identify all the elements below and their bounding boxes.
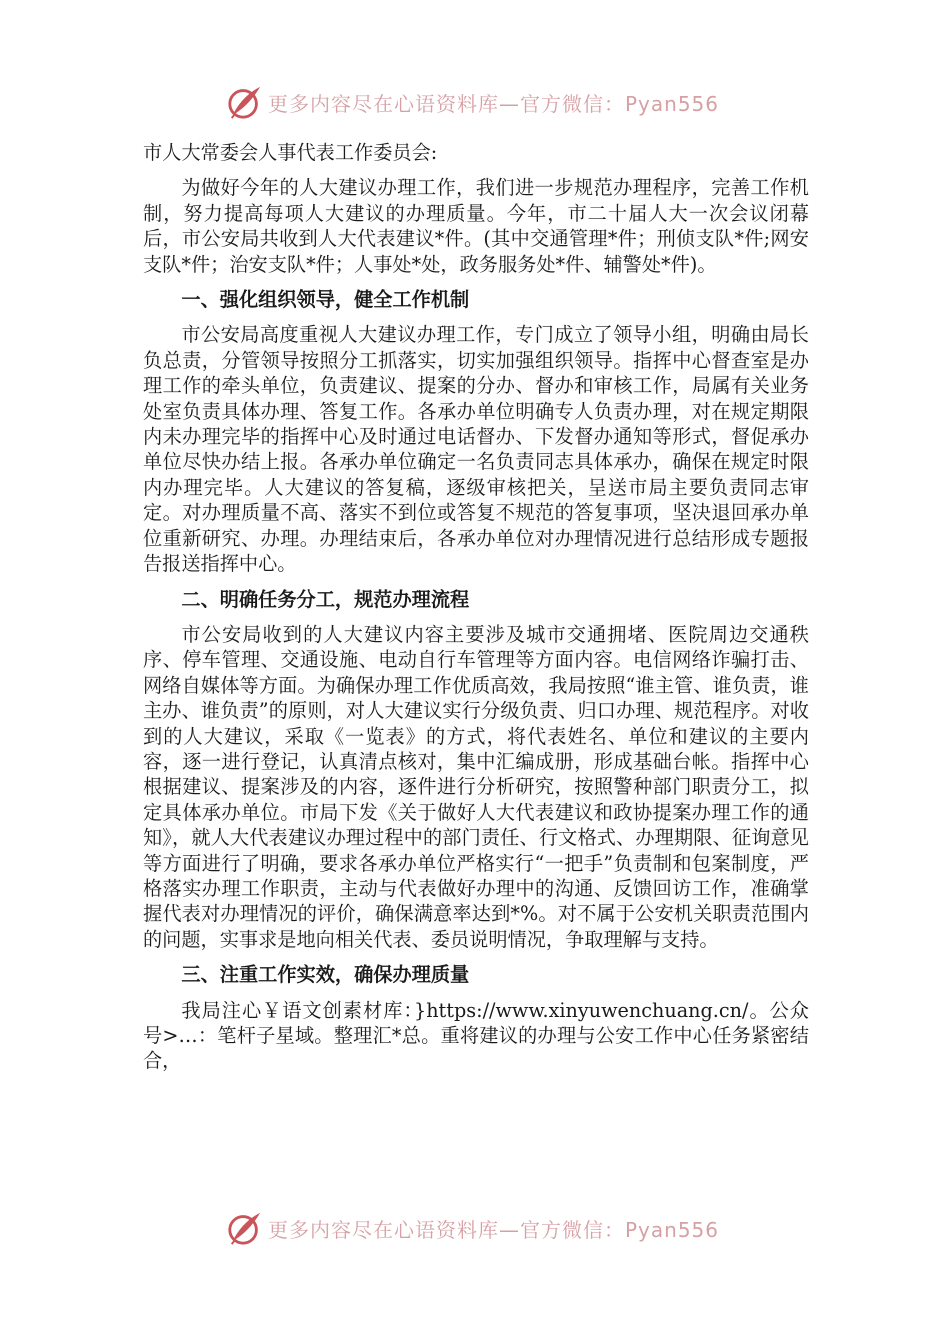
section-3-heading: 三、注重工作实效，确保办理质量 xyxy=(181,963,470,987)
section-1-heading: 一、强化组织领导，健全工作机制 xyxy=(181,288,470,312)
document-body xyxy=(143,140,809,1084)
salutation: 市人大常委会人事代表工作委员会: xyxy=(143,141,438,164)
section-1-paragraph: 市公安局高度重视人大建议办理工作，专门成立了领导小组，明确由局长负总责，分管领导按照分工抓落实，切实加强组织领导。指挥中心督查室是办理工作的牵头单位，负责建议、提案的分办、督办和审核工作，局属有关业务处室负责具体办理、答复工作。各承办单位明确专人负责办理，对在规定期限内未办理完毕的指挥中心及时通过电话督办、下发督办通知等形式，督促承办单位尽快办结上报。各承办单位确定一名负责同志具体承办，确保在规定时限内办理完毕。人大建议的答复稿，逐级审核把关，呈送市局主要负责同志审定。对办理质量不高、落实不到位或答复不规范的答复事项，坚决退回承办单位重新研究、办理。办理结束后，各承办单位对办理情况进行总结形成专题报告报送指挥中心。 xyxy=(143,323,809,576)
section-2-heading: 二、明确任务分工，规范办理流程 xyxy=(181,587,470,611)
quill-pen-icon xyxy=(226,1209,264,1247)
section-2-paragraph: 市公安局收到的人大建议内容主要涉及城市交通拥堵、医院周边交通秩序、停车管理、交通设施、电动自行车管理等方面内容。电信网络诈骗打击、网络自媒体等方面。为确保办理工作优质高效，我局按照“谁主管、谁负责，谁主办、谁负责”的原则，对人大建议实行分级负责、归口办理、规范程序。对收到的人大建议，采取《一览表》的方式，将代表姓名、单位和建议的主要内容，逐一进行登记，认真清点核对，集中汇编成册，形成基础台帐。指挥中心根据建议、提案涉及的内容，逐件进行分析研究，按照警种部门职责分工，拟定具体承办单位。市局下发《关于做好人大代表建议和政协提案办理工作的通知》，就人大代表建议办理过程中的部门责任、行文格式、办理期限、征询意见等方面进行了明确，要求各承办单位严格实行“一把手”负责制和包案制度，严格落实办理工作职责，主动与代表做好办理中的沟通、反馈回访工作，准确掌握代表对办理情况的评价，确保满意率达到*%。对不属于公安机关职责范围内的问题，实事求是地向相关代表、委员说明情况，争取理解与支持。 xyxy=(143,622,809,951)
top-banner xyxy=(226,82,719,122)
section-3-paragraph: 我局注心￥语文创素材库：}https://www.xinyuwenchuang.cn/。公众号>…：笔杆子星域。整理汇*总。重将建议的办理与公安工作中心任务紧密结合， xyxy=(143,998,809,1073)
bottom-banner xyxy=(226,1208,719,1248)
intro-paragraph: 为做好今年的人大建议办理工作，我们进一步规范办理程序，完善工作机制，努力提高每项人大建议的办理质量。今年，市二十届人大一次会议闭幕后，市公安局共收到人大代表建议*件。(其中交通管理*件；刑侦支队*件;网安支队*件；治安支队*件；人事处*处，政务服务处*件、辅警处*件)。 xyxy=(143,176,809,276)
banner-text: 更多内容尽在心语资料库—官方微信：Pyan556 xyxy=(268,91,720,116)
quill-pen-icon xyxy=(226,83,264,121)
banner-text: 更多内容尽在心语资料库—官方微信：Pyan556 xyxy=(268,1217,720,1242)
